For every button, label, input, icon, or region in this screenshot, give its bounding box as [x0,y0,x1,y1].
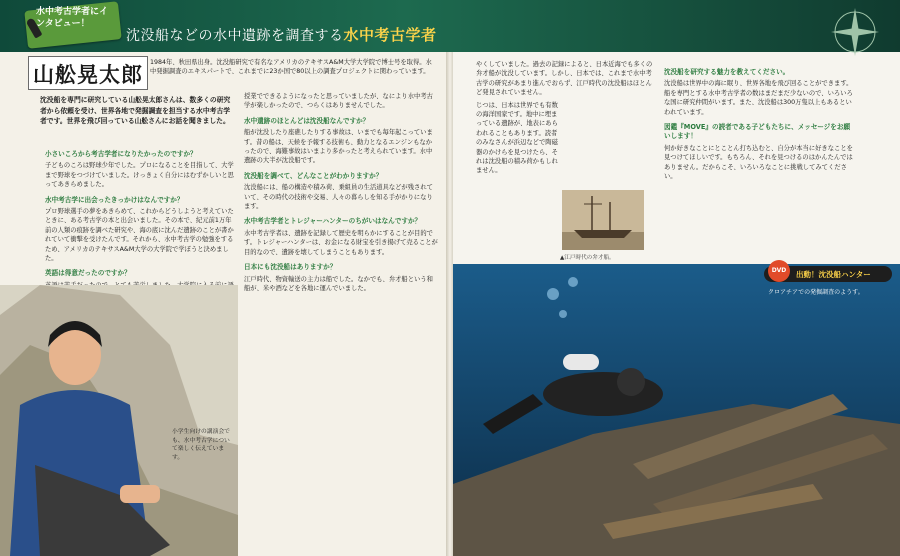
interviewee-name: 山舩晃太郎 [33,63,143,87]
ship-photo [562,190,644,250]
compass-icon [820,2,890,62]
underwater-caption: クロアチアでの発掘調査のようす。 [768,289,864,296]
dvd-logo: DVD [768,260,790,282]
title-accent: 水中考古学者 [343,26,437,44]
intro-text: 沈没船を専門に研究している山舩晃太郎さんは、数多くの研究者から依頼を受け、世界各地で発掘調査を担当する水中考古学者です。世界を飛び回っている山舩さんにお話を聞きました。 [40,96,231,125]
question: 水中遺跡のほとんどは沈没船なんですか？ [244,116,370,125]
answer: 水中考古学者は、遺跡を記録して歴史を明らかにすることが目的です。トレジャーハンターは、お金になる財宝を引き揚げて売ることが目的なので、遺跡を壊してしまうこともあります。 [244,229,438,256]
underwater-photo [453,264,900,556]
interviewee-photo [0,285,238,556]
answer: 子どものころは野球少年でした。プロになることを目指して、大学まで野球をつづけていました。けっきょく自分にはむずかしいと思ってあきらめました。 [45,162,234,189]
question: 水中考古学者とトレジャーハンターのちがいはなんですか？ [244,217,422,226]
answer: プロ野球選手の夢をあきらめて、これからどうしようと考えていたときに、ある考古学の本と出会いました。その本で、紀元前1万年前の人類の痕跡を調べた研究や、海の底に沈んだ遺跡のことが書かれていて衝撃を受けたんです。それから、水中考古学の勉強をするため、アメリカのテキサスA&M大学の大学院で学ぼうと決めました。 [45,208,234,263]
photo-caption: 小学生向けの講演会でも、水中考古学について楽しく伝えています。 [172,429,230,461]
question: 図鑑『MOVE』の読者である子どもたちに、メッセージをお願いします！ [664,123,851,141]
answer: 何か好きなことにとことん打ち込むと、自分が本当に好きなことを見つけてほしいです。もちろん、それを見つけるのはかんたんではありません。だからこそ、いろいろなことに挑戦してみてください。 [664,144,853,181]
question: 小さいころから考古学者になりたかったのですか？ [45,150,197,158]
question: 英語は得意だったのですか？ [45,269,131,278]
answer: 船が沈没したり座礁したりする事故は、いまでも毎年起こっています。昔の船は、天候を予報する技術も、動力となるエンジンもなかったので、海難事故はいまより多かったと考えられています。水中遺跡の大半が沈没船です。 [244,129,433,165]
answer: 授業でできるようになったと思っていましたが、なにより水中考古学が楽しかったので、つらくはありませんでした。 [244,93,433,110]
ship-caption: ▲江戸時代の弁才船。 [560,255,615,261]
answer: やくしていました。過去の記録によると、日本近海でも多くの弁才船が沈没しています。しかし、日本では、これまで水中考古学の研究があまり進んでおらず、江戸時代の沈没船はほとんど発見されていません。 [476,61,653,97]
answer: 江戸時代、物資輸送の主力は船でした。なかでも、弁才船という和船が、米や酒などを各地に運んでいました。 [244,275,433,292]
column-2 [244,92,438,552]
page-title [126,24,437,45]
answer: じつは、日本は世界でも有数の海洋国家です。地中に埋まっている遺跡が、地表にあらわれることもあります。読者のみなさんが浜辺などで陶磁器のかけらを見つけたら、それは沈没船の積み荷かもしれません。 [476,101,558,175]
dvd-label: 出動！沈没船ハンター [796,270,871,279]
biography: 1984年、秋田県出身。沈没船研究で有名なアメリカのテキサスA&M大学大学院で博士号を取得。水中発掘調査のエキスパートで、これまでに23か国で80以上の調査プロジェクトに関わっています。 [150,59,432,75]
question: 水中考古学に出会ったきっかけはなんですか？ [45,195,184,204]
title-prefix: 沈没船などの水中遺跡を調査する [126,28,344,44]
answer: 沈没船は世界中の海に眠り、世界各地を飛び回ることができます。船を専門とする水中考古学者の数はまだまだ少ないので、いろいろな国に研究仲間がいます。また、沈没船は300万隻以上もあるといわれています。 [664,80,853,116]
answer: 沈没船には、船の構造や積み荷、乗組員の生活道具などが残されていて、その時代の技術や交易、人々の暮らしを知る手がかりになります。 [244,184,433,211]
name-box [28,56,148,90]
badge-text: 水中考古学者にインタビュー！ [36,7,109,29]
column-4 [664,62,854,262]
question: 日本にも沈没船はありますか？ [244,263,337,272]
question: 沈没船を研究する魅力を教えてください。 [664,68,790,76]
question: 沈没船を調べて、どんなことがわかりますか？ [244,171,383,180]
